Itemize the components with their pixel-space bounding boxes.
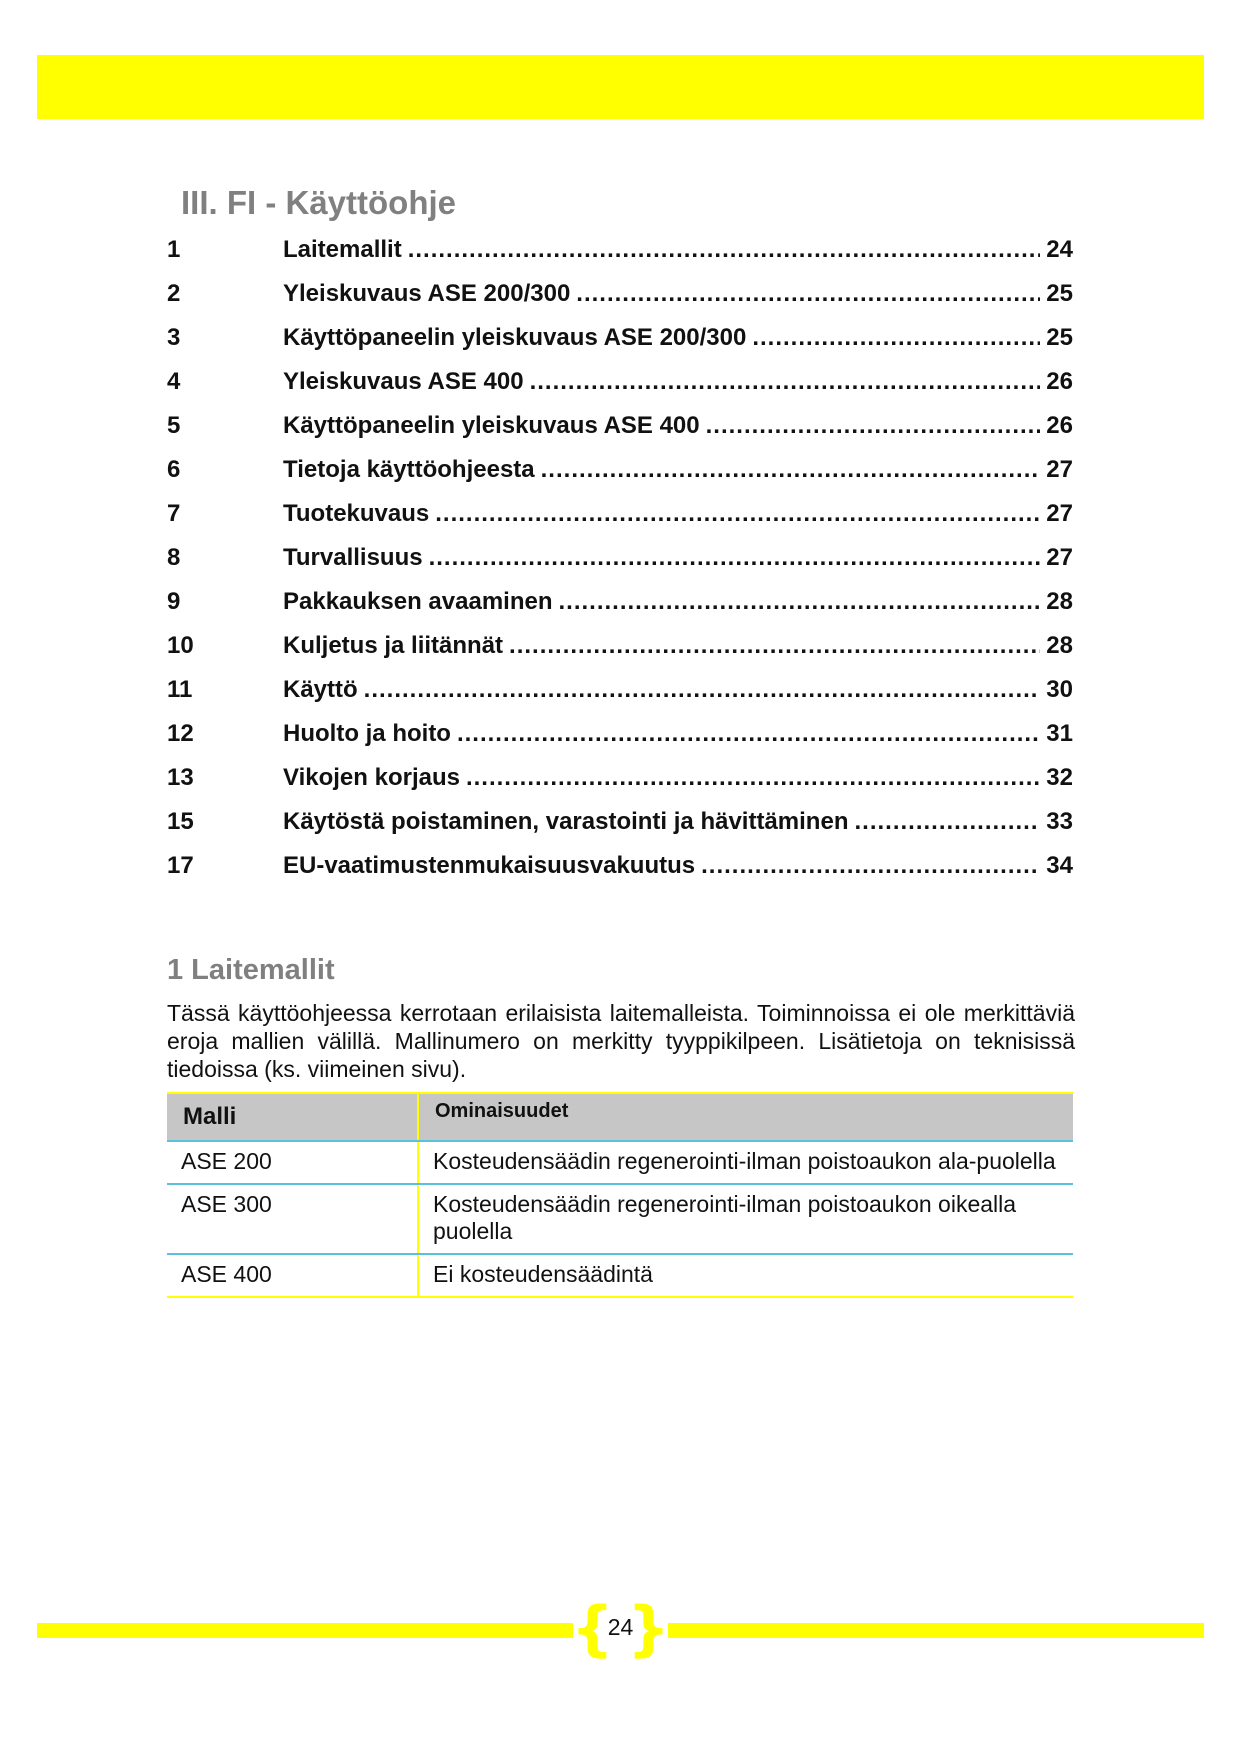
models-table xyxy=(167,1092,1073,1298)
toc-leader xyxy=(576,280,1040,308)
toc-entry[interactable] xyxy=(167,456,1073,500)
page-number: 24 xyxy=(607,1614,634,1640)
toc-leader xyxy=(429,544,1041,572)
toc-page: 27 xyxy=(1046,456,1073,483)
toc-leader xyxy=(530,368,1041,396)
toc-entry[interactable] xyxy=(167,368,1073,412)
toc-page: 25 xyxy=(1046,280,1073,307)
toc-title: Pakkauksen avaaminen xyxy=(283,588,553,615)
toc-page: 25 xyxy=(1046,324,1073,351)
toc-number: 11 xyxy=(167,676,193,703)
toc-page: 31 xyxy=(1046,720,1073,747)
toc-leader xyxy=(466,764,1040,792)
toc-number: 3 xyxy=(167,324,181,351)
cell-properties: Kosteudensäädin regenerointi-ilman poistoaukon ala-puolella xyxy=(418,1141,1073,1184)
toc-entry[interactable] xyxy=(167,236,1073,280)
table-of-contents xyxy=(167,236,1073,896)
toc-number: 12 xyxy=(167,720,194,747)
toc-number: 4 xyxy=(167,368,181,395)
toc-title: EU-vaatimustenmukaisuusvakuutus xyxy=(283,852,696,879)
toc-entry[interactable] xyxy=(167,588,1073,632)
toc-leader xyxy=(706,412,1041,440)
toc-page: 32 xyxy=(1046,764,1073,791)
right-brace-icon: } xyxy=(627,1594,670,1664)
toc-page: 34 xyxy=(1046,852,1073,879)
models-intro-paragraph: Tässä käyttöohjeessa kerrotaan erilaisista laitemalleista. Toiminnoissa ei ole merkittäviä eroja mallien välillä. Mallinumero on merkitty tyyppikilpeen. Lisätietoja on teknisissä tiedoissa (ks. viimeinen sivu). xyxy=(167,1000,1075,1082)
table-row xyxy=(167,1184,1073,1254)
toc-title: Käyttö xyxy=(283,676,358,703)
toc-leader xyxy=(854,808,1040,836)
toc-leader xyxy=(408,236,1041,264)
cell-properties: Kosteudensäädin regenerointi-ilman poistoaukon oikealla puolella xyxy=(418,1184,1073,1254)
toc-entry[interactable] xyxy=(167,324,1073,368)
toc-number: 2 xyxy=(167,280,181,307)
toc-title: Kuljetus ja liitännät xyxy=(283,632,504,659)
toc-page: 24 xyxy=(1046,236,1073,263)
toc-title: Huolto ja hoito xyxy=(283,720,451,747)
toc-title: Laitemallit xyxy=(283,236,402,263)
toc-title: Käyttöpaneelin yleiskuvaus ASE 200/300 xyxy=(283,324,747,351)
cell-model: ASE 400 xyxy=(167,1254,418,1297)
toc-page: 27 xyxy=(1046,500,1073,527)
toc-entry[interactable] xyxy=(167,852,1073,896)
toc-leader xyxy=(559,588,1041,616)
toc-number: 9 xyxy=(167,588,181,615)
toc-page: 27 xyxy=(1046,544,1073,571)
toc-leader xyxy=(457,720,1040,748)
page-number-box xyxy=(571,1594,670,1664)
toc-entry[interactable] xyxy=(167,764,1073,808)
toc-title: Käytöstä poistaminen, varastointi ja hävittäminen xyxy=(283,808,849,835)
toc-title: Tietoja käyttöohjeesta xyxy=(283,456,535,483)
header-band xyxy=(37,55,1204,119)
section-heading: III. FI - Käyttöohje xyxy=(181,184,457,221)
cell-properties: Ei kosteudensäädintä xyxy=(418,1254,1073,1297)
toc-leader xyxy=(752,324,1040,352)
toc-title: Turvallisuus xyxy=(283,544,423,571)
toc-entry[interactable] xyxy=(167,500,1073,544)
toc-number: 7 xyxy=(167,500,181,527)
table-row xyxy=(167,1254,1073,1297)
toc-page: 28 xyxy=(1046,632,1073,659)
cell-model: ASE 300 xyxy=(167,1184,418,1254)
toc-page: 30 xyxy=(1046,676,1073,703)
left-brace-icon: { xyxy=(571,1594,614,1664)
toc-number: 15 xyxy=(167,808,194,835)
toc-number: 17 xyxy=(167,852,194,879)
toc-number: 10 xyxy=(167,632,194,659)
toc-entry[interactable] xyxy=(167,676,1073,720)
toc-title: Tuotekuvaus xyxy=(283,500,430,527)
toc-entry[interactable] xyxy=(167,280,1073,324)
toc-entry[interactable] xyxy=(167,544,1073,588)
toc-leader xyxy=(364,676,1041,704)
toc-number: 6 xyxy=(167,456,181,483)
toc-number: 8 xyxy=(167,544,181,571)
table-header-row xyxy=(167,1093,1073,1141)
toc-leader xyxy=(435,500,1040,528)
cell-model: ASE 200 xyxy=(167,1141,418,1184)
toc-number: 1 xyxy=(167,236,181,263)
toc-entry[interactable] xyxy=(167,808,1073,852)
toc-entry[interactable] xyxy=(167,412,1073,456)
table-row xyxy=(167,1141,1073,1184)
toc-leader xyxy=(701,852,1040,880)
header-properties: Ominaisuudet xyxy=(418,1093,1073,1141)
toc-title: Yleiskuvaus ASE 200/300 xyxy=(283,280,571,307)
toc-number: 13 xyxy=(167,764,194,791)
models-heading: 1 Laitemallit xyxy=(167,954,335,986)
toc-title: Vikojen korjaus xyxy=(283,764,460,791)
toc-number: 5 xyxy=(167,412,181,439)
toc-entry[interactable] xyxy=(167,720,1073,764)
toc-page: 33 xyxy=(1046,808,1073,835)
toc-page: 26 xyxy=(1046,412,1073,439)
header-model: Malli xyxy=(167,1093,418,1141)
toc-title: Yleiskuvaus ASE 400 xyxy=(283,368,524,395)
toc-leader xyxy=(509,632,1040,660)
toc-entry[interactable] xyxy=(167,632,1073,676)
toc-page: 26 xyxy=(1046,368,1073,395)
toc-title: Käyttöpaneelin yleiskuvaus ASE 400 xyxy=(283,412,700,439)
toc-page: 28 xyxy=(1046,588,1073,615)
toc-leader xyxy=(541,456,1041,484)
